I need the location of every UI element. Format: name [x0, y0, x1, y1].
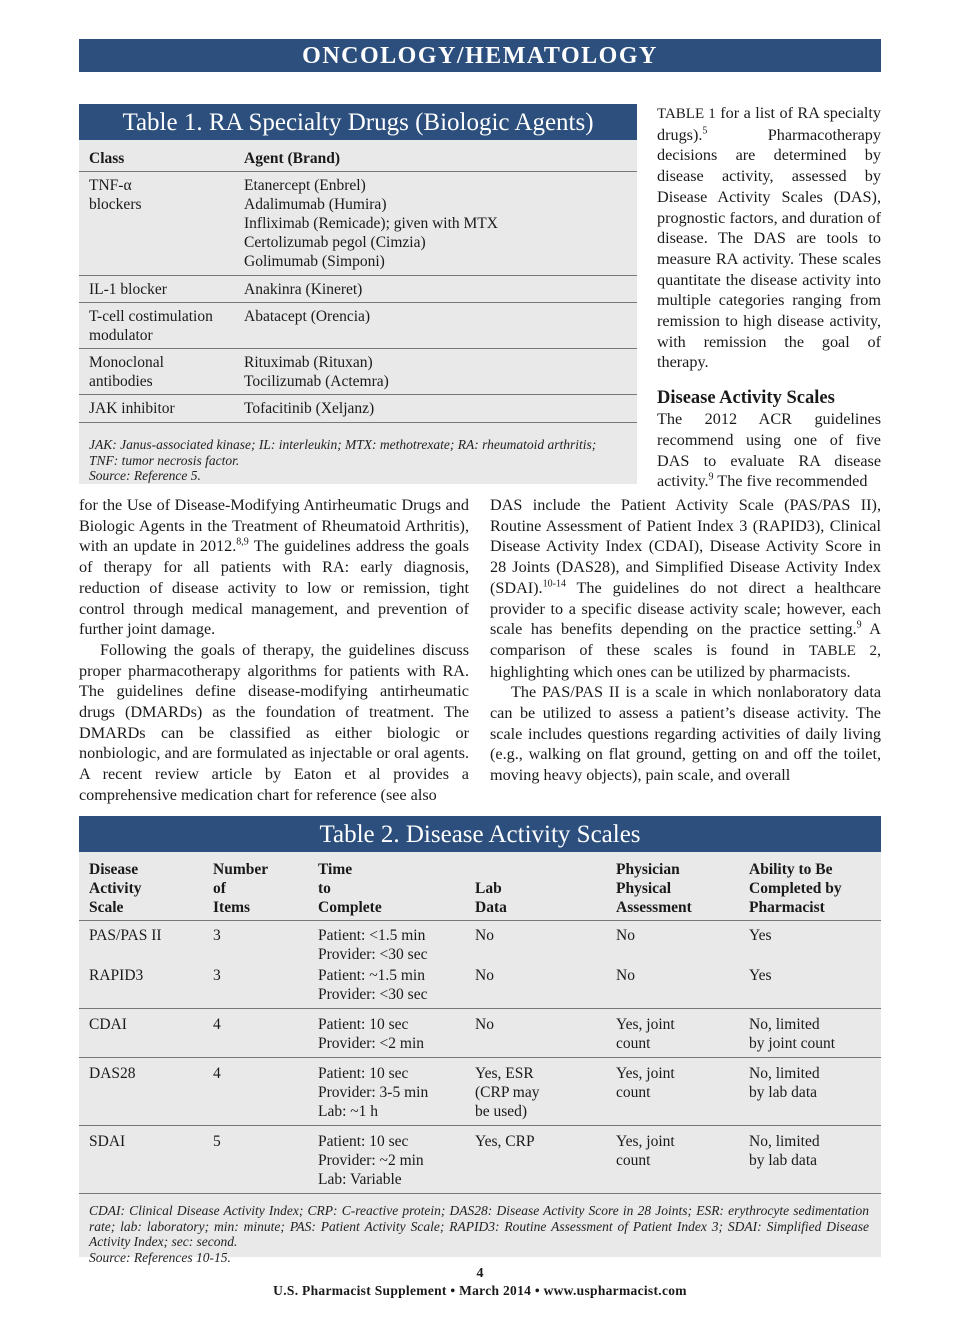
header-line: Ability to Be — [749, 861, 833, 878]
table-2-cell-line: RAPID3 — [89, 967, 144, 984]
table-2-cell-line: by lab data — [749, 1084, 818, 1101]
table-2-cell-line: Provider: <30 sec — [318, 986, 428, 1003]
table-2-cell-line: 4 — [213, 1016, 221, 1033]
paragraph — [657, 409, 881, 492]
table-2-physician-cell — [616, 964, 749, 1009]
table-1-agent-line: Etanercept (Enbrel) — [244, 177, 366, 194]
citation: 10-14 — [542, 578, 566, 590]
table-1-agent-line: Tocilizumab (Actemra) — [244, 373, 389, 390]
table-reference: TABLE 2 — [808, 642, 877, 659]
header-line: Completed by — [749, 880, 842, 897]
header-line: Physical — [616, 880, 672, 897]
table-2-physician-cell — [616, 1009, 749, 1058]
table-1-agent-cell — [244, 349, 637, 395]
table-1-agent-line: Abatacept (Orencia) — [244, 308, 371, 325]
header-line: Pharmacist — [749, 899, 825, 916]
table-row — [79, 349, 637, 395]
table-2-cell-line: Yes, joint — [616, 1133, 675, 1150]
table-1-class-line: IL-1 blocker — [89, 281, 167, 298]
table-2-cell-line: Patient: 10 sec — [318, 1133, 409, 1150]
table-2-source: Source: References 10-15. — [89, 1249, 231, 1265]
table-2-items-cell — [213, 1126, 318, 1194]
table-2-cell-line: Yes, joint — [616, 1065, 675, 1082]
table-2-lab-cell — [475, 1126, 616, 1194]
table-2-time-cell — [318, 1009, 475, 1058]
table-2-items-cell — [213, 1058, 318, 1126]
header-line: to — [318, 880, 331, 897]
table-1-agent-line: Anakinra (Kineret) — [244, 281, 363, 298]
table-2-cell-line: 5 — [213, 1133, 221, 1150]
table-1-agent-line: Infliximab (Remicade); given with MTX — [244, 215, 498, 232]
table-2-scale-cell — [79, 1009, 213, 1058]
header-line: of — [213, 880, 226, 897]
right-column — [490, 495, 881, 786]
table-1-class-line: Monoclonal — [89, 354, 164, 371]
table-2-items-cell — [213, 921, 318, 965]
table-2-scale-cell — [79, 921, 213, 965]
table-row — [79, 395, 637, 423]
table-2-cell-line: Lab: ~1 h — [318, 1103, 379, 1120]
table-row — [79, 276, 637, 303]
table-2-header-scale — [79, 860, 213, 921]
table-2-cell-line: Provider: 3-5 min — [318, 1084, 429, 1101]
citation: 9 — [708, 471, 714, 483]
section-banner: ONCOLOGY/HEMATOLOGY — [79, 39, 881, 72]
text-run: The five recommended — [713, 472, 868, 491]
table-1-class-cell — [79, 395, 244, 423]
citation: 5 — [702, 125, 708, 137]
page-footer: U.S. Pharmacist Supplement • March 2014 • www.uspharmacist.com — [273, 1283, 687, 1298]
table-2-pharmacist-cell — [749, 921, 881, 965]
table-1-class-line: modulator — [89, 327, 153, 344]
table-2-cell-line: 3 — [213, 927, 221, 944]
table-2 — [79, 816, 881, 1265]
table-1-agent-line: Adalimumab (Humira) — [244, 196, 387, 213]
table-2-cell-line: No — [475, 927, 494, 944]
table-2-cell-line: Lab: Variable — [318, 1171, 402, 1188]
table-1-class-line: JAK inhibitor — [89, 400, 175, 417]
right-column-top — [657, 103, 881, 492]
table-2-cell-line: Provider: <30 sec — [318, 946, 428, 963]
table-2-cell-line: Patient: 10 sec — [318, 1016, 409, 1033]
table-2-cell-line: Provider: ~2 min — [318, 1152, 424, 1169]
section-heading: Disease Activity Scales — [657, 388, 835, 409]
table-1-class-cell — [79, 349, 244, 395]
table-1-header-class: Class — [79, 148, 244, 172]
table-2-header-time — [318, 860, 475, 921]
table-2-lab-cell — [475, 921, 616, 965]
table-2-cell-line: by lab data — [749, 1152, 818, 1169]
header-line: Assessment — [616, 899, 692, 916]
table-1-class-cell — [79, 276, 244, 303]
table-1-agent-cell — [244, 303, 637, 349]
page-number: 4 — [476, 1266, 484, 1281]
table-2-header-physician — [616, 860, 749, 921]
table-2-physician-cell — [616, 921, 749, 965]
table-2-time-cell — [318, 964, 475, 1009]
table-1-class-cell — [79, 172, 244, 276]
table-1-class-line: TNF-α — [89, 177, 132, 194]
table-2-cell-line: Yes — [749, 927, 772, 944]
table-1-agent-line: Rituximab (Rituxan) — [244, 354, 373, 371]
table-2-cell-line: No — [475, 1016, 494, 1033]
header-line: Complete — [318, 899, 382, 916]
table-1-title: Table 1. RA Specialty Drugs (Biologic Agents) — [79, 104, 637, 140]
table-2-lab-cell — [475, 964, 616, 1009]
table-row — [79, 964, 881, 1009]
table-2-header-items — [213, 860, 318, 921]
paragraph: Following the goals of therapy, the guidelines discuss proper pharmacotherapy algorithms for patients with RA. The guidelines define disease-modifying antirheumatic drugs (DMARDs) as the foundation of treatment. The DMARDs can be classified as either biologic or nonbiologic, and are formulated as injectable or oral agents. A recent review article by Eaton et al provides a comprehensive medication chart for reference (see also — [79, 640, 469, 804]
header-line: Scale — [89, 899, 124, 916]
table-2-scale-cell — [79, 1126, 213, 1194]
table-1-agent-line: Golimumab (Simponi) — [244, 253, 385, 270]
table-2-cell-line: DAS28 — [89, 1065, 136, 1082]
table-reference: TABLE 1 — [657, 106, 716, 122]
table-2-header-pharmacist — [749, 860, 881, 921]
table-2-time-cell — [318, 921, 475, 965]
table-row — [79, 1009, 881, 1058]
table-1-class-cell — [79, 303, 244, 349]
table-2-cell-line: Patient: 10 sec — [318, 1065, 409, 1082]
text-run: Pharmacotherapy decisions are determined by disease activity, assessed by Disease Activity Scales (DAS), prognostic factors, and duration of disease. The DAS are tools to measure RA activity. These scales quantitate the disease activity into multiple categories ranging from remission to high disease activity, with remission the goal of therapy. — [657, 125, 881, 372]
table-2-cell-line: SDAI — [89, 1133, 126, 1150]
table-2-cell-line: by joint count — [749, 1035, 836, 1052]
paragraph — [657, 103, 881, 373]
table-2-title: Table 2. Disease Activity Scales — [79, 816, 881, 852]
text-run: for the Use of Disease-Modifying Antirheumatic Drugs and Biologic Agents in the Treatment of Rheumatoid Arthritis), with an update in 2012. — [79, 496, 469, 556]
table-2-lab-cell — [475, 1058, 616, 1126]
citation: 9 — [856, 619, 862, 631]
table-2-scale-cell — [79, 964, 213, 1009]
paragraph — [79, 495, 469, 640]
table-2-footnote — [79, 1194, 881, 1265]
table-2-cell-line: Patient: ~1.5 min — [318, 967, 425, 984]
paragraph — [490, 495, 881, 682]
header-line: Lab — [475, 880, 502, 897]
table-2-cell-line: PAS/PAS II — [89, 927, 162, 944]
table-1-agent-cell — [244, 276, 637, 303]
table-2-pharmacist-cell — [749, 964, 881, 1009]
table-2-cell-line: (CRP may — [475, 1084, 540, 1101]
table-2-physician-cell — [616, 1126, 749, 1194]
table-2-time-cell — [318, 1126, 475, 1194]
table-1-header-agent: Agent (Brand) — [244, 148, 637, 172]
table-row — [79, 1058, 881, 1126]
table-1-agent-line: Tofacitinib (Xeljanz) — [244, 400, 375, 417]
table-1-source: Source: Reference 5. — [89, 468, 201, 483]
table-1-class-line: T-cell costimulation — [89, 308, 213, 325]
table-2-cell-line: be used) — [475, 1103, 528, 1120]
table-2-cell-line: count — [616, 1152, 651, 1169]
table-2-cell-line: No — [616, 927, 635, 944]
table-2-cell-line: Yes, joint — [616, 1016, 675, 1033]
table-1-agent-cell — [244, 395, 637, 423]
table-2-cell-line: CDAI — [89, 1016, 127, 1033]
citation: 8,9 — [236, 537, 249, 549]
table-2-cell-line: Patient: <1.5 min — [318, 927, 426, 944]
table-2-cell-line: No, limited — [749, 1016, 820, 1033]
table-2-header-lab — [475, 860, 616, 921]
table-1 — [79, 104, 637, 484]
table-2-cell-line: count — [616, 1035, 651, 1052]
header-line: Disease — [89, 861, 139, 878]
table-2-body — [79, 921, 881, 1194]
table-2-cell-line: No — [616, 967, 635, 984]
table-1-agent-cell — [244, 172, 637, 276]
table-2-pharmacist-cell — [749, 1009, 881, 1058]
table-2-cell-line: Provider: <2 min — [318, 1035, 425, 1052]
text-run: The guidelines address the goals of therapy for all patients with RA: early diagnosis, reduction of disease activity to low or remission, tight control through medical management, and prevention of further joint damage. — [79, 537, 470, 639]
table-2-time-cell — [318, 1058, 475, 1126]
table-1-grid — [79, 148, 637, 423]
header-line: Physician — [616, 861, 680, 878]
text-run: for a list of RA specialty drugs). — [657, 104, 882, 144]
header-line: Number — [213, 861, 269, 878]
text-run: DAS include the Patient Activity Scale (PAS/PAS II), Routine Assessment of Patient Index 3 (RAPID3), Clinical Disease Activity Index (CDAI), Disease Activity Score in 28 Joints (DAS28), and Simplified Disease Activity Index (SDAI). — [490, 496, 881, 597]
table-2-pharmacist-cell — [749, 1126, 881, 1194]
table-2-physician-cell — [616, 1058, 749, 1126]
table-row — [79, 921, 881, 965]
table-2-cell-line: Yes, ESR — [475, 1065, 534, 1082]
table-2-cell-line: 4 — [213, 1065, 221, 1082]
header-line: Data — [475, 899, 507, 916]
table-row — [79, 172, 637, 276]
left-column — [79, 495, 469, 806]
table-2-pharmacist-cell — [749, 1058, 881, 1126]
table-2-cell-line: No, limited — [749, 1133, 820, 1150]
table-2-grid — [79, 860, 881, 1194]
table-2-cell-line: count — [616, 1084, 651, 1101]
table-2-cell-line: No — [475, 967, 494, 984]
header-line: Items — [213, 899, 251, 916]
text-run: , highlighting which ones can be utilized by pharmacists. — [490, 640, 882, 681]
table-2-lab-cell — [475, 1009, 616, 1058]
table-1-class-line: antibodies — [89, 373, 153, 390]
table-row — [79, 1126, 881, 1194]
paragraph: The PAS/PAS II is a scale in which nonlaboratory data can be utilized to assess a patient’s disease activity. The scale includes questions regarding activities of daily living (e.g., walking on flat ground, getting on and off the toilet, moving heavy objects), pain scale, and overall — [490, 683, 881, 785]
table-1-agent-line: Certolizumab pegol (Cimzia) — [244, 234, 426, 251]
header-line: Time — [318, 861, 353, 878]
table-2-cell-line: Yes, CRP — [475, 1133, 535, 1150]
table-2-cell-line: 3 — [213, 967, 221, 984]
table-2-items-cell — [213, 964, 318, 1009]
text-run: A comparison of these scales is found in — [490, 620, 881, 659]
header-line: Activity — [89, 880, 142, 897]
table-2-scale-cell — [79, 1058, 213, 1126]
table-2-cell-line: No, limited — [749, 1065, 820, 1082]
text-run: The guidelines do not direct a healthcare provider to a specific disease activity scale; however, each scale has benefits depending on the practice setting. — [490, 578, 881, 639]
table-2-cell-line: Yes — [749, 967, 772, 984]
text-run: The 2012 ACR guidelines recommend using one of five DAS to evaluate RA disease activity. — [657, 410, 881, 491]
table-1-abbreviations: JAK: Janus-associated kinase; IL: interleukin; MTX: methotrexate; RA: rheumatoid arthritis; TNF: tumor necrosis factor. — [89, 437, 597, 468]
table-1-footnote — [79, 423, 637, 484]
table-row — [79, 303, 637, 349]
table-2-items-cell — [213, 1009, 318, 1058]
table-1-class-line: blockers — [89, 196, 142, 213]
table-2-abbreviations: CDAI: Clinical Disease Activity Index; CRP: C-reactive protein; DAS28: Disease Activity Score in 28 Joints; ESR: erythrocyte sedimentation rate; lab: laboratory; min: minute; PAS: Patient Activity Scale; RAPID3: Routine Assessment of Patient Index 3; SDAI: Simplified Disease Activity Index; sec: second. — [89, 1203, 869, 1249]
